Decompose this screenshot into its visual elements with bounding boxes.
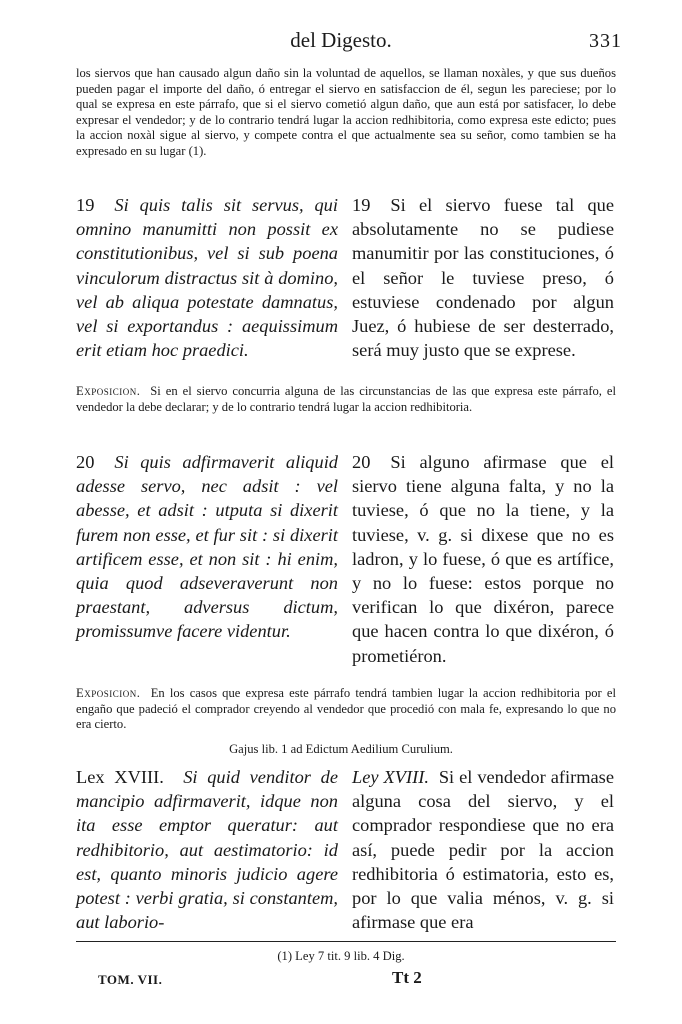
section-number: 19	[352, 195, 371, 215]
intro-paragraph: los siervos que han causado algun daño sin la voluntad de aquellos, se llaman noxàles, y que sus dueños pueden pagar el importe del daño, ó entregar el siervo en satisfaccion de él, segun les pareciese; por lo qual se expresa en este párrafo, que si el siervo cometió algun daño, que aun está por satisfacer, lo debe expresar el vendedor; y de lo contrario tendrá lugar la accion redhibitoria, como expresa este edicto; pues la accion noxàl sigue al siervo, y compete contra el que actualmente sea su señor, como tambien se ha expresado en su lugar (1).	[76, 66, 616, 158]
page-number: 331	[589, 30, 622, 52]
ley-heading: Ley XVIII.	[352, 767, 429, 787]
exposicion-2	[76, 686, 616, 733]
section-number: 20	[352, 452, 371, 472]
exposicion-text: En los casos que expresa este párrafo tendrá tambien lugar la accion redhibitoria por el engaño que padeció el comprador creyendo al vendedor que procedió con mala fe, expresando lo que no era cierto.	[76, 686, 616, 732]
spanish-section-20	[352, 450, 614, 668]
footnote: (1) Ley 7 tit. 9 lib. 4 Dig.	[277, 949, 405, 963]
section-number: 20	[76, 452, 95, 472]
spanish-section-19	[352, 193, 614, 362]
latin-lex-18	[76, 765, 338, 934]
latin-section-20	[76, 450, 338, 644]
exposicion-1	[76, 384, 616, 415]
latin-text: Si quid venditor de mancipio adfirmaverit, idque non ita esse emptor queratur: aut redhibitorio, aut aestimatorio: id est, quanto minoris judicio agere potest : verbi gratia, si constantem, aut laborio-	[76, 767, 338, 933]
latin-text: Si quis adfirmaverit aliquid adesse servo, nec adsit : vel abesse, et adsit : utputa si dixerit furem non esse, et fur sit : si dixerit artificem esse, et non sit : hi enim, quia quod adseveraverunt non praestant, adversus dictum, promissumve facere videntur.	[76, 452, 338, 642]
source-citation: Gajus lib. 1 ad Edictum Aedilium Curulium.	[229, 742, 453, 756]
lex-heading: Lex XVIII.	[76, 767, 164, 787]
footnote-rule	[76, 941, 616, 942]
exposicion-text: Si en el siervo concurria alguna de las circunstancias de las que expresa este párrafo, el vendedor la debe declarar; y de lo contrario tendrá lugar la accion redhibitoria.	[76, 384, 617, 414]
spanish-ley-18	[352, 765, 614, 934]
exposicion-label: Exposicion.	[76, 384, 141, 398]
section-number: 19	[76, 195, 95, 215]
exposicion-label: Exposicion.	[76, 686, 141, 700]
spanish-text: Si el siervo fuese tal que absolutamente no se pudiese manumitir por las constituciones, ó el señor le tuviese preso, ó estuviese condenado por algun Juez, ó hubiese de ser desterrado, será muy justo que se exprese.	[352, 195, 614, 361]
printer-signature: Tt 2	[392, 968, 422, 987]
volume-label: TOM. VII.	[98, 972, 163, 987]
running-title: del Digesto.	[290, 28, 392, 52]
latin-section-19	[76, 193, 338, 362]
latin-text: Si quis talis sit servus, qui omnino manumitti non possit ex constitutionibus, vel si sub poena vinculorum distractus sit à domino, vel ab aliqua potestate damnatus, vel si exportandus : aequissimum erit etiam hoc praedici.	[76, 195, 338, 361]
spanish-text: Si alguno afirmase que el siervo tiene alguna falta, y no la tuviese, ó que no la tiene, y la tuviese, v. g. si dixese que no es ladron, y lo fuese, ó que es artífice, y no lo fuese: estos porque no verifican lo que dixéron, parece que hacen contra lo que dixéron, ó prometiéron.	[352, 452, 614, 666]
spanish-text: Si el vendedor afirmase alguna cosa del siervo, y el comprador respondiese que no era así, puede pedir por la accion redhibitoria ó estimatoria, esto es, por lo que valia ménos, v. g. si afirmase que era	[352, 767, 614, 933]
